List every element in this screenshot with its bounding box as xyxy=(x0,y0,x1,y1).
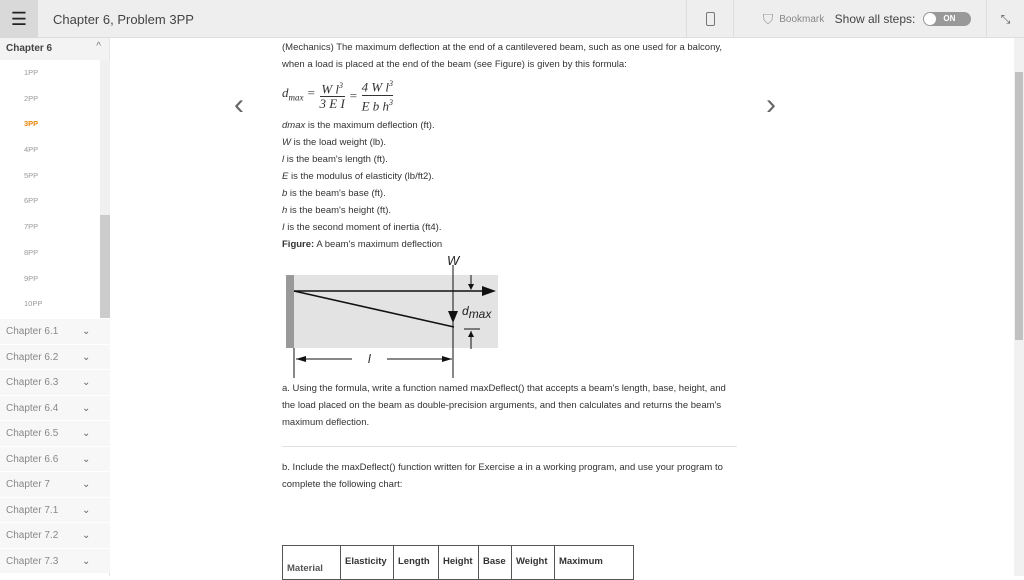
page-title: Chapter 6, Problem 3PP xyxy=(53,12,194,27)
sidebar-item-1pp[interactable]: 1PP xyxy=(24,68,39,77)
sidebar-item-7pp[interactable]: 7PP xyxy=(24,222,39,232)
next-arrow-icon[interactable]: › xyxy=(766,88,776,121)
chevron-down-icon: ⌄ xyxy=(82,555,91,567)
chevron-down-icon: ⌄ xyxy=(82,428,91,439)
chevron-down-icon: ⌄ xyxy=(82,479,91,490)
sidebar-item-10pp[interactable]: 10PP xyxy=(24,299,43,309)
definition-item: E is the modulus of elasticity (lb/ft2). xyxy=(282,171,435,182)
phone-icon xyxy=(706,12,715,26)
sidebar-item-9pp[interactable]: 9PP xyxy=(24,273,39,283)
sidebar-item-5pp[interactable]: 5PP xyxy=(24,170,39,180)
definition-item: I is the second moment of inertia (ft4). xyxy=(282,222,442,233)
chevron-down-icon: ⌄ xyxy=(82,402,91,414)
chevron-down-icon: ⌄ xyxy=(82,377,91,388)
header xyxy=(0,0,1024,38)
menu-icon[interactable]: ☰ xyxy=(0,0,38,38)
collapse-icon[interactable]: ⤡ xyxy=(986,0,1024,38)
chapter-item[interactable]: Chapter 6.4 ⌄ xyxy=(0,395,110,421)
table-header-cell: Length xyxy=(394,546,439,580)
svg-text:dmax: dmax xyxy=(462,304,492,321)
show-steps-toggle[interactable]: ON xyxy=(923,12,971,26)
variable-definitions xyxy=(282,117,737,236)
table-header-cell: Height xyxy=(439,546,479,580)
divider xyxy=(282,446,737,447)
table-header-cell: Elasticity xyxy=(341,546,394,580)
results-table xyxy=(282,545,634,580)
problem-list xyxy=(0,60,109,317)
definition-item: W is the load weight (lb). xyxy=(282,137,387,148)
previous-arrow-icon[interactable]: ‹ xyxy=(234,88,244,121)
page-scrollbar-thumb[interactable] xyxy=(1015,72,1023,340)
formula: $d_{max}$ = $\frac{W l^3}{\text{3 E I}}$ = $\frac{4 W l^3}{E b h^3}$ xyxy=(282,79,394,113)
table-header-cell: Base xyxy=(479,546,512,580)
svg-text:W: W xyxy=(447,253,460,268)
sidebar-item-6pp[interactable]: 6PP xyxy=(24,196,39,206)
chapter-item[interactable]: Chapter 7.3 ⌄ xyxy=(0,548,110,574)
chapter-item[interactable]: Chapter 6.2 ⌄ xyxy=(0,344,110,370)
chapter-item[interactable]: Chapter 7 ⌄ xyxy=(0,471,110,497)
table-header-cell: Maximum xyxy=(555,546,634,580)
chevron-up-icon: ^ xyxy=(96,41,101,52)
chapter-item[interactable]: Chapter 6.5 ⌄ xyxy=(0,420,110,446)
sidebar-scrollbar-thumb[interactable] xyxy=(100,215,110,325)
table-header-cell: Weight xyxy=(512,546,555,580)
chapter-item[interactable]: Chapter 6.6 ⌄ xyxy=(0,446,110,472)
chevron-down-icon: ⌄ xyxy=(82,504,91,516)
problem-content xyxy=(282,38,737,493)
sidebar-item-4pp[interactable]: 4PP xyxy=(24,145,39,155)
figure-caption: Figure: A beam's maximum deflection xyxy=(282,239,443,250)
chapter-item[interactable]: Chapter 7.1 ⌄ xyxy=(0,497,110,523)
sidebar-item-2pp[interactable]: 2PP xyxy=(24,93,39,103)
show-steps-control: Show all steps: ON xyxy=(833,0,973,38)
chevron-down-icon: ⌄ xyxy=(82,530,91,541)
mobile-view-button[interactable] xyxy=(686,0,733,38)
chapter-item[interactable]: Chapter 6.3 ⌄ xyxy=(0,369,110,395)
chevron-down-icon: ⌄ xyxy=(82,351,91,363)
intro-text: (Mechanics) The maximum deflection at the end of a cantilevered beam, such as one used for a balcony, when a load is placed at the end of the beam (see Figure) is given by this formula: xyxy=(282,42,723,70)
part-a-text: a. Using the formula, write a function named maxDeflect() that accepts a beam's length, base, height, and the load placed on the beam as double-precision arguments, and then calculates and returns the beam's maximum deflection. xyxy=(282,383,726,428)
chevron-down-icon: ⌄ xyxy=(82,326,91,337)
svg-text:l: l xyxy=(368,352,371,366)
chapter-header[interactable]: Chapter 6 ^ xyxy=(0,38,109,60)
beam-figure xyxy=(282,253,512,378)
sidebar-item-3pp[interactable]: 3PP xyxy=(24,119,39,129)
chevron-down-icon: ⌄ xyxy=(82,453,91,465)
part-b-text: b. Include the maxDeflect() function written for Exercise a in a working program, and use your program to complete the following chart: xyxy=(282,462,723,490)
chapter-item[interactable]: Chapter 6.1 ⌄ xyxy=(0,318,110,344)
bookmark-button[interactable]: ⛉ Bookmark xyxy=(733,0,853,38)
sidebar-item-8pp[interactable]: 8PP xyxy=(24,247,39,257)
definition-item: h is the beam's height (ft). xyxy=(282,205,392,216)
definition-item: dmax is the maximum deflection (ft). xyxy=(282,120,435,131)
chapter-item[interactable]: Chapter 7.2 ⌄ xyxy=(0,522,110,548)
table-header-material: Material xyxy=(283,546,341,580)
bookmark-icon: ⛉ xyxy=(762,10,774,27)
definition-item: b is the beam's base (ft). xyxy=(282,188,386,199)
definition-item: l is the beam's length (ft). xyxy=(282,154,388,165)
